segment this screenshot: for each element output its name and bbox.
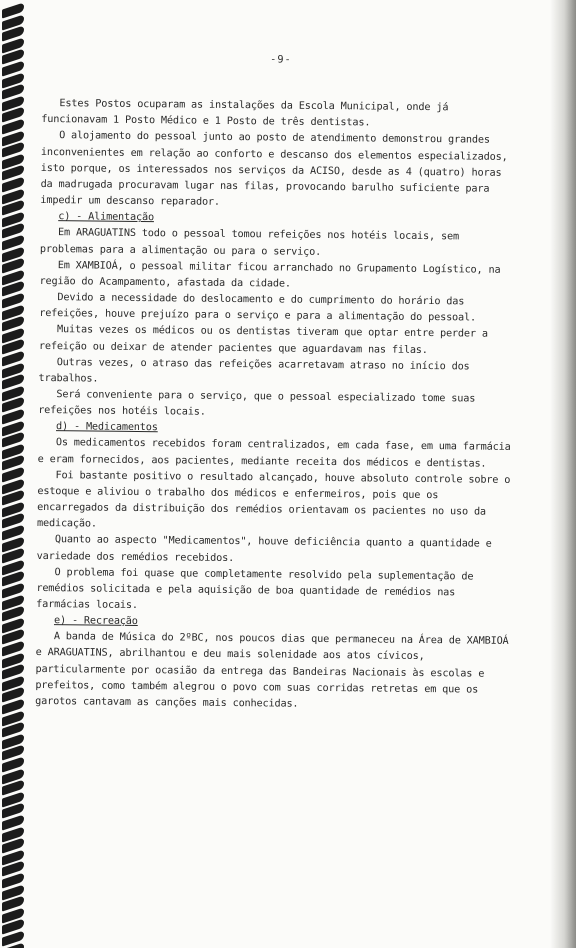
paragraph: Será conveniente para o serviço, que o pessoal especializado tome suas refeições nos hotéis locais. [38,389,482,418]
page-edge-shadow [550,0,576,948]
paragraph: A banda de Música do 2ºBC, nos poucos dias que permaneceu na Área de XAMBIOÁ e ARAGUATINS, abrilhantou e deu mais solenidade aos atos cívicos, particularmente por ocasião da entrega das Bandeiras Nacionais às escolas e prefeitos, como também alegrou o povo com suas corridas retretas em que os garotos cantavam as canções mais conhecidas. [35,631,515,710]
paragraph: Em ARAGUATINS todo o pessoal tomou refeições nos hotéis locais, sem problemas para a alimentação ou para o serviço. [39,227,465,258]
paragraph: O problema foi quase que completamente resolvido pela suplementação de remédios solicitada e pela aquisição de boa quantidade de remédios nas farmácias locais. [36,566,480,612]
paragraph-list [35,96,519,715]
section-heading: c) - Alimentação [58,211,155,224]
section-heading: d) - Medicamentos [55,421,158,434]
paragraph: Devido a necessidade do deslocamento e do cumprimento do horário das refeições, houve prejuízo para o serviço e para a alimentação do pessoal. [39,292,477,324]
section-heading: e) - Recreação [53,615,138,628]
paragraph: Quanto ao aspecto "Medicamentos", houve deficiência quanto a quantidade e variedade dos remédios recebidos. [36,534,498,564]
paragraph: Os medicamentos recebidos foram centralizados, em cada fase, em uma farmácia e eram fornecidos, aos pacientes, mediante receita dos médicos e dentistas. [37,437,517,470]
paragraph: Em XAMBIOÁ, o pessoal militar ficou arranchado no Grupamento Logístico, na região do Acampamento, afastada da cidade. [39,259,507,290]
paragraph: O alojamento do pessoal junto ao posto de atendimento demonstrou grandes inconvenientes em relação ao conforto e descanso dos elementos especializados, isto porque, os interessados nos serviços da ACISO, desde as 4 (quatro) horas da madrugada procuravam lugar nas filas, provocando barulho suficiente para impedir um descanso reparador. [40,130,514,208]
page-number: -9- [270,54,292,66]
paragraph: Muitas vezes os médicos ou os dentistas tiveram que optar entre perder a refeição ou deixar de atender pacientes que aguardavam nas filas. [38,324,494,356]
paragraph: Outras vezes, o atraso das refeições acarretavam atraso no início dos trabalhos. [38,356,476,385]
typewritten-text-body [35,50,520,715]
paragraph: Estes Postos ocuparam as instalações da Escola Municipal, onde já funcionavam 1 Posto Médico e 1 Posto de três dentistas. [41,98,455,129]
paragraph: Foi bastante positivo o resultado alcançado, houve absoluto controle sobre o estoque e aliviou o trabalho dos médicos e enfermeiros, pois que os encarregados da distribuição dos remédios orientavam os pacientes no uso da medicação. [36,469,517,530]
spiral-binding-holes [0,0,30,948]
